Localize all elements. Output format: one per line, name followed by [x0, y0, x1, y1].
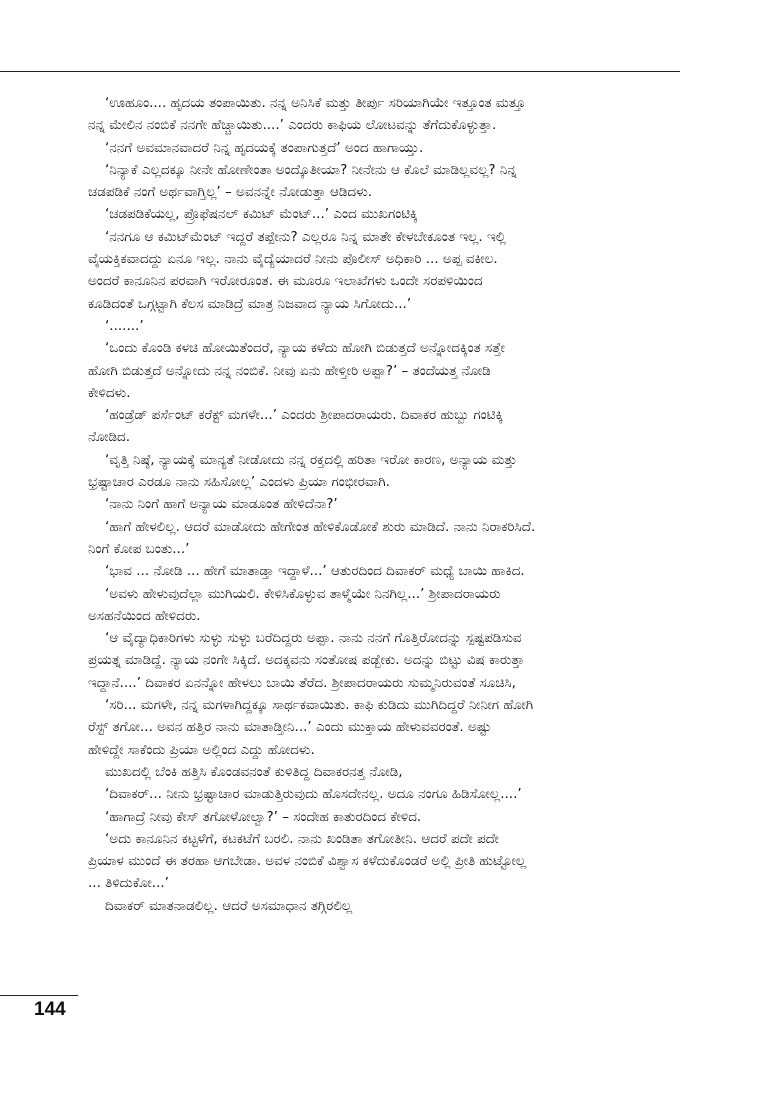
- text-line: ವೈಯಕ್ತಿಕವಾದದ್ದು ಏನೂ ಇಲ್ಲ. ನಾನು ವೈದ್ಯೆಯಾದರೆ ನೀನು ಪೊಲೀಸ್ ಅಧಿಕಾರಿ ... ಅಪ್ಪ ವಕೀಲ.: [88, 251, 498, 268]
- text-line: ನನ್ನ ಮೇಲಿನ ನಂಬಿಕೆ ನನಗೇ ಹೆಚ್ಚಾಯಿತು....’ ಎಂದರು ಕಾಫಿಯ ಲೋಟವನ್ನು ತೆಗೆದುಕೊಳ್ಳುತ್ತಾ.: [88, 117, 497, 134]
- text-line: ದಿವಾಕರ್ ಮಾತನಾಡಲಿಲ್ಲ. ಆದರೆ ಅಸಮಾಧಾನ ತಗ್ಗಿರಲಿಲ್ಲ: [105, 897, 353, 914]
- text-line: ‘ಒಂದು ಕೊಂಡಿ ಕಳಚಿ ಹೋಯಿತೆಂದರೆ, ನ್ಯಾಯ ಕಳೆದು ಹೋಗಿ ಬಿಡುತ್ತದೆ ಅನ್ನೋದಕ್ಕಿಂತ ಸತ್ತೇ: [105, 340, 505, 357]
- text-line: ‘ಊಹೂಂ.... ಹೃದಯ ತಂಪಾಯಿತು. ನನ್ನ ಅನಿಸಿಕೆ ಮತ್ತು ತೀರ್ಪು ಸರಿಯಾಗಿಯೇ ಇತ್ತೂಂತ ಮತ್ತೂ: [105, 95, 526, 111]
- text-line: ‘ಭಾವ ... ನೋಡಿ ... ಹೇಗೆ ಮಾತಾಡ್ತಾ ಇದ್ದಾಳೆ...’ ಆತುರದಿಂದ ದಿವಾಕರ್ ಮಧ್ಯೆ ಬಾಯಿ ಹಾಕಿದ.: [105, 563, 525, 580]
- text-line: ‘ವೃತ್ತಿ ನಿಷ್ಠೆ, ನ್ಯಾಯಕ್ಕೆ ಮಾನ್ಯತೆ ನೀಡೋದು ನನ್ನ ರಕ್ತದಲ್ಲಿ ಹರಿತಾ ಇರೋ ಕಾರಣ, ಅನ್ಯಾಯ ಮತ್ತು: [105, 451, 517, 468]
- text-line: ... ತಿಳಿದುಕೋ...’: [88, 875, 169, 892]
- text-line: ‘ಅದು ಕಾನೂನಿನ ಕಟ್ಟಳೆಗೆ, ಕಟಕಟೆಗೆ ಬರಲಿ. ನಾನು ಖಂಡಿತಾ ತಗೋತೀನಿ. ಆದರೆ ಪದೇ ಪದೇ: [105, 830, 499, 847]
- text-line: ಅಸಹನೆಯಿಂದ ಹೇಳಿದರು.: [88, 607, 201, 624]
- text-line: ಪ್ರಯತ್ನ ಮಾಡಿದ್ದೆ. ನ್ಯಾಯ ನಂಗೇ ಸಿಕ್ಕಿದೆ. ಅದಕ್ಕವನು ಸಂತೋಷ ಪಡ್ಬೇಕು. ಅದನ್ನು ಬಿಟ್ಟು ವಿಷ ಕಾರುತ್ತಾ: [88, 652, 525, 669]
- text-line: ‘.......’: [105, 317, 144, 334]
- page-body-text: [88, 92, 682, 917]
- text-line: ನಿಂಗೆ ಕೋಪ ಬಂತು...’: [88, 540, 190, 557]
- footer-rule: [0, 995, 78, 996]
- text-line: ನೋಡಿದ.: [88, 429, 131, 446]
- text-line: ‘ನನಗೆ ಅವಮಾನವಾದರೆ ನಿನ್ನ ಹೃದಯಕ್ಕೆ ತಂಪಾಗುತ್ತದೆ’ ಅಂದ ಹಾಗಾಯ್ತು.: [105, 139, 424, 156]
- text-line: ‘ಆ ವೈದ್ಯಾಧಿಕಾರಿಗಳು ಸುಳ್ಳು ಸುಳ್ಳು ಬರೆದಿದ್ದರು ಅಪ್ಪಾ. ನಾನು ನನಗೆ ಗೊತ್ತಿರೋದನ್ನು ಸ್ಪಷ್ಟಪಡಿಸುವ: [105, 630, 522, 647]
- text-line: ಇದ್ದಾನೆ....’ ದಿವಾಕರ ಏನನ್ನೋ ಹೇಳಲು ಬಾಯಿ ತೆರೆದ. ಶ್ರೀಪಾದರಾಯರು ಸುಮ್ಮನಿರುವಂತೆ ಸೂಚಿಸಿ,: [88, 674, 516, 691]
- text-line: ಹೇಳಿದ್ದೇ ಸಾಕೆಂದು ಪ್ರಿಯಾ ಅಲ್ಲಿಂದ ಎದ್ದು ಹೋದಳು.: [88, 741, 315, 758]
- text-line: ಕೂಡಿದಂತೆ ಒಗ್ಗಟ್ಟಾಗಿ ಕೆಲಸ ಮಾಡಿದ್ರೆ ಮಾತ್ರ ನಿಜವಾದ ನ್ಯಾಯ ಸಿಗೋದು...’: [88, 295, 412, 312]
- text-line: ‘ಹಾಗೆ ಹೇಳಲಿಲ್ಲ. ಆದರೆ ಮಾಡೋದು ಹೇಗೇಂತ ಹೇಳಿಕೊಡೋಕೆ ಶುರು ಮಾಡಿದೆ. ನಾನು ನಿರಾಕರಿಸಿದೆ.: [105, 518, 536, 535]
- text-line: ‘ಸರಿ... ಮಗಳೇ, ನನ್ನ ಮಗಳಾಗಿದ್ದಕ್ಕೂ ಸಾರ್ಥಕವಾಯಿತು. ಕಾಫಿ ಕುಡಿದು ಮುಗಿದಿದ್ದರೆ ನೀನೀಗ ಹೋಗಿ: [105, 697, 534, 714]
- text-line: ‘ದಿವಾಕರ್... ನೀನು ಭ್ರಷ್ಟಾಚಾರ ಮಾಡುತ್ತಿರುವುದು ಹೊಸದೇನಲ್ಲ. ಅದೂ ನಂಗೂ ಹಿಡಿಸೋಲ್ಲ....’: [105, 786, 522, 803]
- text-line: ಪ್ರಿಯಾಳ ಮುಂದೆ ಈ ತರಹಾ ಆಗಬೇಡಾ. ಅವಳ ನಂಬಿಕೆ ವಿಶ್ವಾಸ ಕಳೆದುಕೊಂಡರೆ ಅಲ್ಲಿ ಪ್ರೀತಿ ಹುಟ್ಟೋಲ್ಲ: [88, 853, 527, 870]
- page-number: 144: [34, 999, 66, 1020]
- text-line: ಕೇಳಿದಳು.: [88, 384, 131, 401]
- text-line: ಮುಖದಲ್ಲಿ ಬೆಂಕಿ ಹತ್ತಿಸಿ ಕೊಂಡವನಂತೆ ಕುಳಿತಿದ್ದ ದಿವಾಕರನತ್ತ ನೋಡಿ,: [105, 763, 403, 780]
- text-line: ‘ನಾನು ನಿಂಗೆ ಹಾಗೆ ಅನ್ಯಾಯ ಮಾಡೂಂತ ಹೇಳಿದೆನಾ?’: [105, 496, 338, 513]
- text-line: ‘ಅವಳು ಹೇಳುವುದೆಲ್ಲಾ ಮುಗಿಯಲಿ. ಕೇಳಿಸಿಕೊಳ್ಳುವ ತಾಳ್ಮೆಯೇ ನಿನಗಿಲ್ಲ...’ ಶ್ರೀಪಾದರಾಯರು: [105, 585, 501, 602]
- text-line: ‘ಚಡಪಡಿಕೆಯಲ್ಲ, ಪ್ರೊಫೆಷನಲ್ ಕಮಿಟ್ ಮೆಂಟ್...’ ಎಂದ ಮುಖಗಂಟಿಕ್ಕಿ: [105, 206, 418, 223]
- text-line: ‘ಹಂಡ್ರೆಡ್ ಪರ್ಸೆಂಟ್ ಕರೆಕ್ಟ್ ಮಗಳೇ...’ ಎಂದರು ಶ್ರೀಪಾದರಾಯರು. ದಿವಾಕರ ಹುಬ್ಬು ಗಂಟಿಕ್ಕಿ: [105, 407, 504, 424]
- header-rule: [0, 71, 680, 72]
- text-line: ಭ್ರಷ್ಟಾಚಾರ ಎರಡೂ ನಾನು ಸಹಿಸೋಲ್ಲ’ ಎಂದಳು ಪ್ರಿಯಾ ಗಂಭೀರವಾಗಿ.: [88, 474, 390, 491]
- text-line: ‘ನನಗೂ ಆ ಕಮಿಟ್‌ಮೆಂಟ್ ಇದ್ದರೆ ತಪ್ಪೇನು? ಎಲ್ಲರೂ ನಿನ್ನ ಮಾತೇ ಕೇಳಬೇಕೂಂತ ಇಲ್ಲ. ಇಲ್ಲಿ: [105, 228, 506, 245]
- text-line: ಚಡಪಡಿಕೆ ನಂಗೆ ಅರ್ಥವಾಗ್ತಿಲ್ಲ’ – ಅವನನ್ನೇ ನೋಡುತ್ತಾ ಆಡಿದಳು.: [88, 184, 373, 201]
- text-line: ಹೋಗಿ ಬಿಡುತ್ತದೆ ಅನ್ನೋದು ನನ್ನ ನಂಬಿಕೆ. ನೀವು ಏನು ಹೇಳ್ತೀರಿ ಅಪ್ಪಾ?’ – ತಂದೆಯತ್ತ ನೋಡಿ: [88, 362, 491, 379]
- text-line: ರೆಸ್ಟ್ ತಗೋ... ಅವನ ಹತ್ತಿರ ನಾನು ಮಾತಾಡ್ತೀನಿ...’ ಎಂದು ಮುಕ್ತಾಯ ಹೇಳುವವರಂತೆ. ಅಷ್ಟು: [88, 719, 492, 736]
- text-line: ‘ನಿನ್ಯಾಕೆ ಎಲ್ಲದಕ್ಕೂ ನೀನೇ ಹೋಣೇಂತಾ ಅಂದ್ಕೊತೀಯಾ? ನೀನೇನು ಆ ಕೊಲೆ ಮಾಡಿಲ್ಲವಲ್ಲ? ನಿನ್ನ: [105, 161, 517, 178]
- text-line: ಅಂದರೆ ಕಾನೂನಿನ ಪರವಾಗಿ ಇರೋರೂಂತ. ಈ ಮೂರೂ ಇಲಾಖೆಗಳು ಒಂದೇ ಸರಪಳಿಯಿಂದ: [88, 273, 483, 290]
- text-line: ‘ಹಾಗಾದ್ರೆ ನೀವು ಕೇಸ್ ತಗೋಳೋಲ್ವಾ?’ – ಸಂದೇಹ ಕಾತುರದಿಂದ ಕೇಳಿದ.: [105, 808, 422, 825]
